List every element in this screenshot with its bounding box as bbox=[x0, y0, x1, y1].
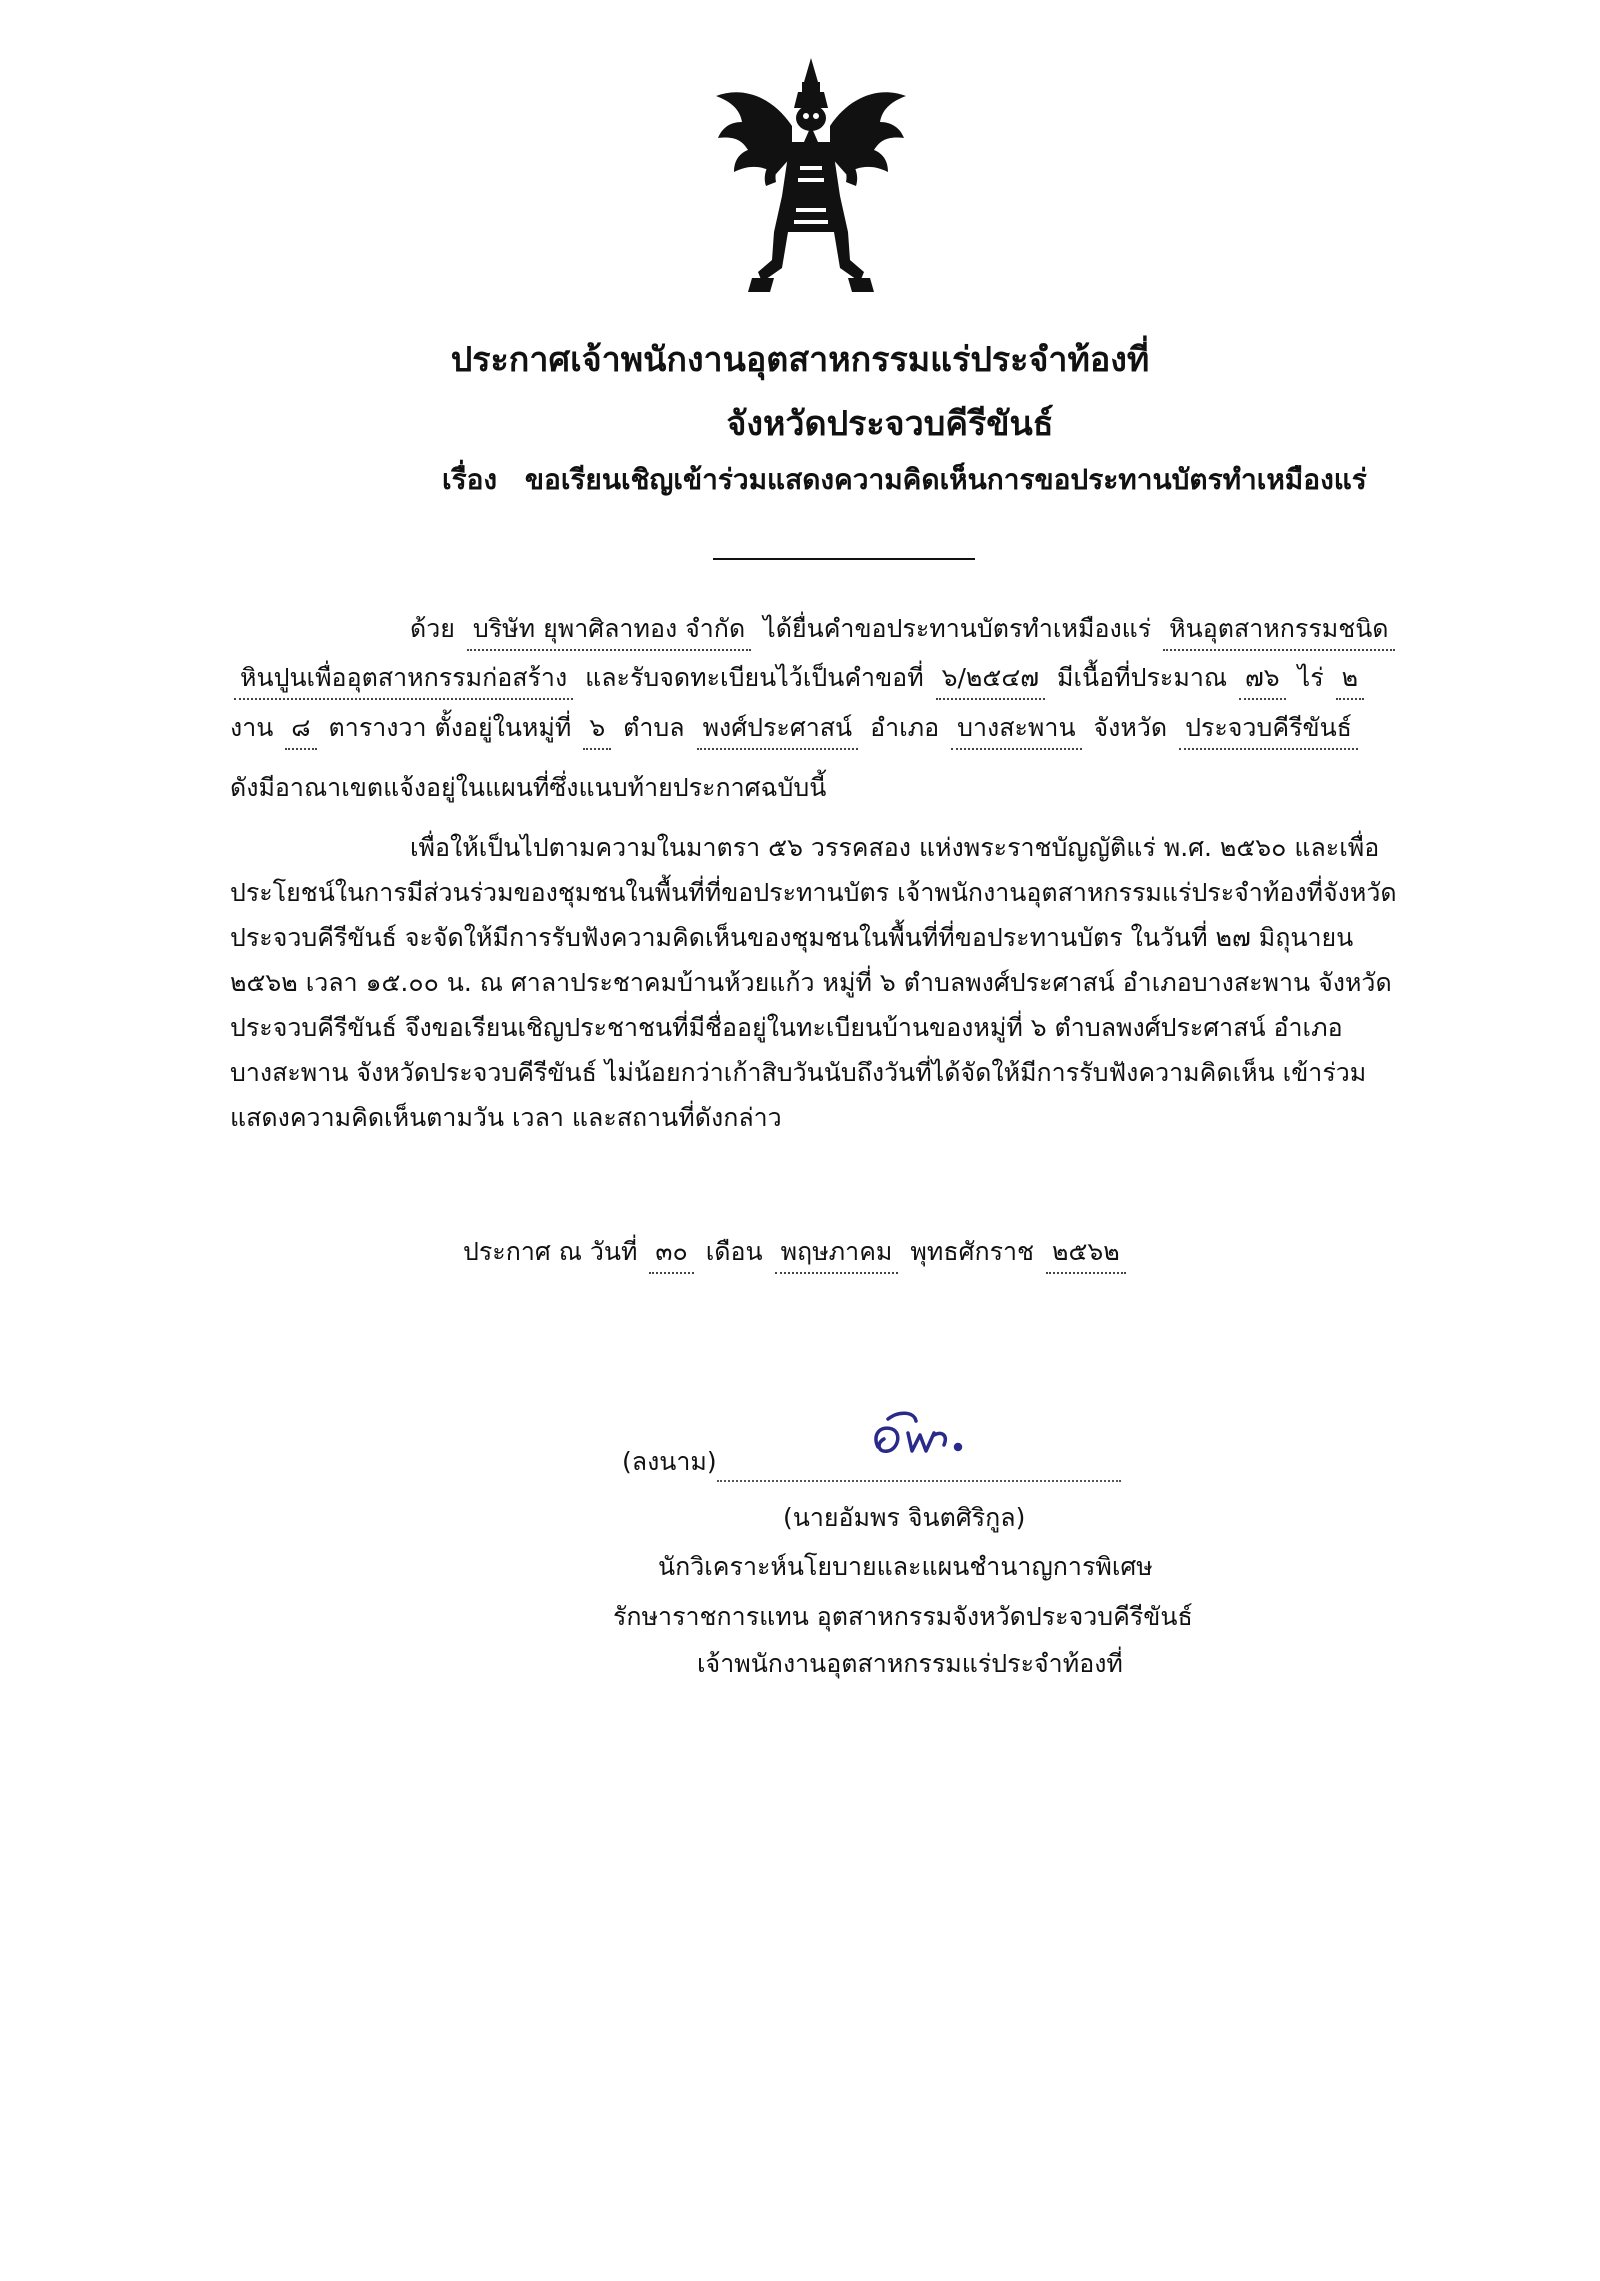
date-month: พฤษภาคม bbox=[775, 1232, 899, 1274]
word: จังหวัด bbox=[1093, 713, 1168, 742]
para2-line: ประจวบคีรีขันธ์ จึงขอเรียนเชิญประชาชนที่มีชื่ออยู่ในทะเบียนบ้านของหมู่ที่ ๖ ตำบลพงศ์ประศาสน์ อำเภอ bbox=[230, 1013, 1343, 1042]
word: และรับจดทะเบียนไว้เป็นคำขอที่ bbox=[585, 663, 924, 692]
signature-label: (ลงนาม) bbox=[622, 1447, 717, 1476]
subject-text: ขอเรียนเชิญเข้าร่วมแสดงความคิดเห็นการขอประทานบัตรทำเหมืองแร่ bbox=[524, 463, 1367, 496]
amphoe-name: บางสะพาน bbox=[951, 708, 1081, 750]
announcement-date bbox=[463, 1232, 1130, 1274]
word: เดือน bbox=[705, 1237, 763, 1266]
word: ตารางวา bbox=[328, 713, 427, 742]
signatory-name: (นายอัมพร จินตศิริกูล) bbox=[783, 1503, 1026, 1532]
para2-line: ๒๕๖๒ เวลา ๑๕.๐๐ น. ณ ศาลาประชาคมบ้านห้วยแก้ว หมู่ที่ ๖ ตำบลพงศ์ประศาสน์ อำเภอบางสะพาน จังหวัด bbox=[230, 968, 1392, 997]
para1-line1 bbox=[410, 609, 1399, 651]
para2-line: เพื่อให้เป็นไปตามความในมาตรา ๕๖ วรรคสอง แห่งพระราชบัญญัติแร่ พ.ศ. ๒๕๖๐ และเพื่อ bbox=[410, 833, 1380, 862]
company-name: บริษัท ยุพาศิลาทอง จำกัด bbox=[467, 609, 751, 651]
para2-line: ประโยชน์ในการมีส่วนร่วมของชุมชนในพื้นที่ที่ขอประทานบัตร เจ้าพนักงานอุตสาหกรรมแร่ประจำท้องที่จังหวัด bbox=[230, 878, 1397, 907]
signatory-position: นักวิเคราะห์นโยบายและแผนชำนาญการพิเศษ bbox=[658, 1552, 1153, 1581]
title-divider bbox=[713, 558, 975, 560]
tambon-name: พงศ์ประศาสน์ bbox=[697, 708, 859, 750]
area-ngan: ๒ bbox=[1336, 658, 1364, 700]
word: ไร่ bbox=[1297, 663, 1324, 692]
word: ตำบล bbox=[623, 713, 685, 742]
subject-label: เรื่อง bbox=[442, 463, 498, 496]
request-number: ๖/๒๕๔๗ bbox=[936, 658, 1045, 700]
date-year: ๒๕๖๒ bbox=[1046, 1232, 1126, 1274]
word: อำเภอ bbox=[870, 713, 940, 742]
handwritten-signature bbox=[858, 1405, 978, 1469]
subject-line bbox=[442, 460, 1367, 500]
word: ตั้งอยู่ในหมู่ที่ bbox=[434, 713, 572, 742]
para2-line: แสดงความคิดเห็นตามวัน เวลา และสถานที่ดังกล่าว bbox=[230, 1103, 782, 1132]
signatory-office: เจ้าพนักงานอุตสาหกรรมแร่ประจำท้องที่ bbox=[697, 1649, 1123, 1678]
signatory-acting: รักษาราชการแทน อุตสาหกรรมจังหวัดประจวบคีรีขันธ์ bbox=[613, 1602, 1193, 1631]
word: ประกาศ ณ วันที่ bbox=[463, 1237, 638, 1266]
para1-line2 bbox=[230, 658, 1368, 700]
area-rai: ๗๖ bbox=[1239, 658, 1286, 700]
garuda-emblem bbox=[712, 56, 910, 296]
para2-line: บางสะพาน จังหวัดประจวบคีรีขันธ์ ไม่น้อยกว่าเก้าสิบวันนับถึงวันที่ได้จัดให้มีการรับฟังความคิดเห็น เข้าร่วม bbox=[230, 1058, 1367, 1087]
province-title: จังหวัดประจวบคีรีขันธ์ bbox=[726, 404, 1054, 444]
word: พุทธศักราช bbox=[910, 1237, 1035, 1266]
para1-line3 bbox=[230, 708, 1362, 750]
para1-line4: ดังมีอาณาเขตแจ้งอยู่ในแผนที่ซึ่งแนบท้ายประกาศฉบับนี้ bbox=[230, 773, 827, 802]
province-name: ประจวบคีรีขันธ์ bbox=[1179, 708, 1358, 750]
village-no: ๖ bbox=[583, 708, 611, 750]
para2-line: ประจวบคีรีขันธ์ จะจัดให้มีการรับฟังความคิดเห็นของชุมชนในพื้นที่ที่ขอประทานบัตร ในวันที่ ๒๗ มิถุนายน bbox=[230, 923, 1354, 952]
area-sqwa: ๘ bbox=[285, 708, 316, 750]
announcement-title: ประกาศเจ้าพนักงานอุตสาหกรรมแร่ประจำท้องที่ bbox=[450, 340, 1150, 380]
mineral-type-cont: หินปูนเพื่ออุตสาหกรรมก่อสร้าง bbox=[234, 658, 573, 700]
word: ด้วย bbox=[410, 614, 455, 643]
mineral-type: หินอุตสาหกรรมชนิด bbox=[1163, 609, 1394, 651]
date-day: ๓๐ bbox=[649, 1232, 693, 1274]
word: ได้ยื่นคำขอประทานบัตรทำเหมืองแร่ bbox=[763, 614, 1152, 643]
word: งาน bbox=[230, 713, 274, 742]
word: มีเนื้อที่ประมาณ bbox=[1057, 663, 1228, 692]
